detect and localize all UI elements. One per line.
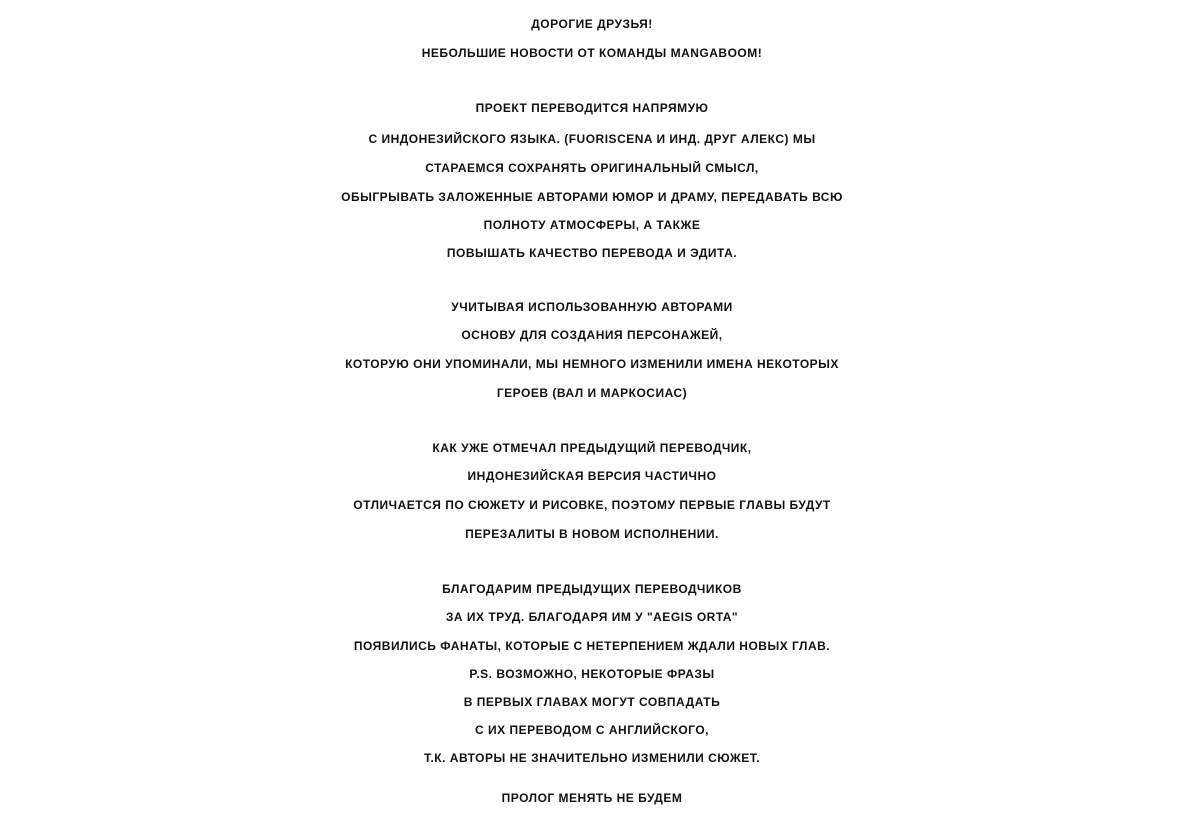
- paragraph-line: ОБЫГРЫВАТЬ ЗАЛОЖЕННЫЕ АВТОРАМИ ЮМОР И ДРАМУ, ПЕРЕДАВАТЬ ВСЮ: [341, 190, 843, 204]
- paragraph-line: ПОЯВИЛИСЬ ФАНАТЫ, КОТОРЫЕ С НЕТЕРПЕНИЕМ ЖДАЛИ НОВЫХ ГЛАВ.: [353, 639, 831, 653]
- paragraph-line: С ИХ ПЕРЕВОДОМ С АНГЛИЙСКОГО,: [475, 723, 709, 737]
- paragraph-line: ИНДОНЕЗИЙСКАЯ ВЕРСИЯ ЧАСТИЧНО: [467, 469, 717, 483]
- paragraph-line: ПОВЫШАТЬ КАЧЕСТВО ПЕРЕВОДА И ЭДИТА.: [446, 246, 738, 260]
- paragraph-line: ПЕРЕЗАЛИТЫ В НОВОМ ИСПОЛНЕНИИ.: [465, 527, 719, 541]
- paragraph-line: В ПЕРВЫХ ГЛАВАХ МОГУТ СОВПАДАТЬ: [463, 695, 721, 709]
- paragraph-line: КАК УЖЕ ОТМЕЧАЛ ПРЕДЫДУЩИЙ ПЕРЕВОДЧИК,: [432, 441, 752, 455]
- closing-line: ПРОЛОГ МЕНЯТЬ НЕ БУДЕМ: [501, 791, 683, 805]
- greeting-line: НЕБОЛЬШИЕ НОВОСТИ ОТ КОМАНДЫ MANGABOOM!: [421, 46, 763, 60]
- paragraph-line: БЛАГОДАРИМ ПРЕДЫДУЩИХ ПЕРЕВОДЧИКОВ: [442, 582, 742, 596]
- paragraph-line: ОСНОВУ ДЛЯ СОЗДАНИЯ ПЕРСОНАЖЕЙ,: [461, 328, 723, 342]
- paragraph-line: Т.К. АВТОРЫ НЕ ЗНАЧИТЕЛЬНО ИЗМЕНИЛИ СЮЖЕТ.: [423, 751, 761, 765]
- paragraph-line: КОТОРУЮ ОНИ УПОМИНАЛИ, МЫ НЕМНОГО ИЗМЕНИЛИ ИМЕНА НЕКОТОРЫХ: [345, 357, 839, 371]
- paragraph-line: ПРОЕКТ ПЕРЕВОДИТСЯ НАПРЯМУЮ: [475, 101, 709, 115]
- paragraph-line: СТАРАЕМСЯ СОХРАНЯТЬ ОРИГИНАЛЬНЫЙ СМЫСЛ,: [425, 161, 759, 175]
- greeting-line: ДОРОГИЕ ДРУЗЬЯ!: [531, 17, 653, 31]
- paragraph-line: ОТЛИЧАЕТСЯ ПО СЮЖЕТУ И РИСОВКЕ, ПОЭТОМУ ПЕРВЫЕ ГЛАВЫ БУДУТ: [353, 498, 831, 512]
- paragraph-line: УЧИТЫВАЯ ИСПОЛЬЗОВАННУЮ АВТОРАМИ: [451, 300, 733, 314]
- paragraph-line: ПОЛНОТУ АТМОСФЕРЫ, А ТАКЖЕ: [483, 218, 701, 232]
- paragraph-line: ЗА ИХ ТРУД. БЛАГОДАРЯ ИМ У "AEGIS ORTA": [445, 610, 739, 624]
- paragraph-line: С ИНДОНЕЗИЙСКОГО ЯЗЫКА. (FUORISCENA И ИНД. ДРУГ АЛЕКС) МЫ: [368, 132, 816, 146]
- paragraph-line: ГЕРОЕВ (ВАЛ И МАРКОСИАС): [496, 386, 688, 400]
- paragraph-line: P.S. ВОЗМОЖНО, НЕКОТОРЫЕ ФРАЗЫ: [469, 667, 715, 681]
